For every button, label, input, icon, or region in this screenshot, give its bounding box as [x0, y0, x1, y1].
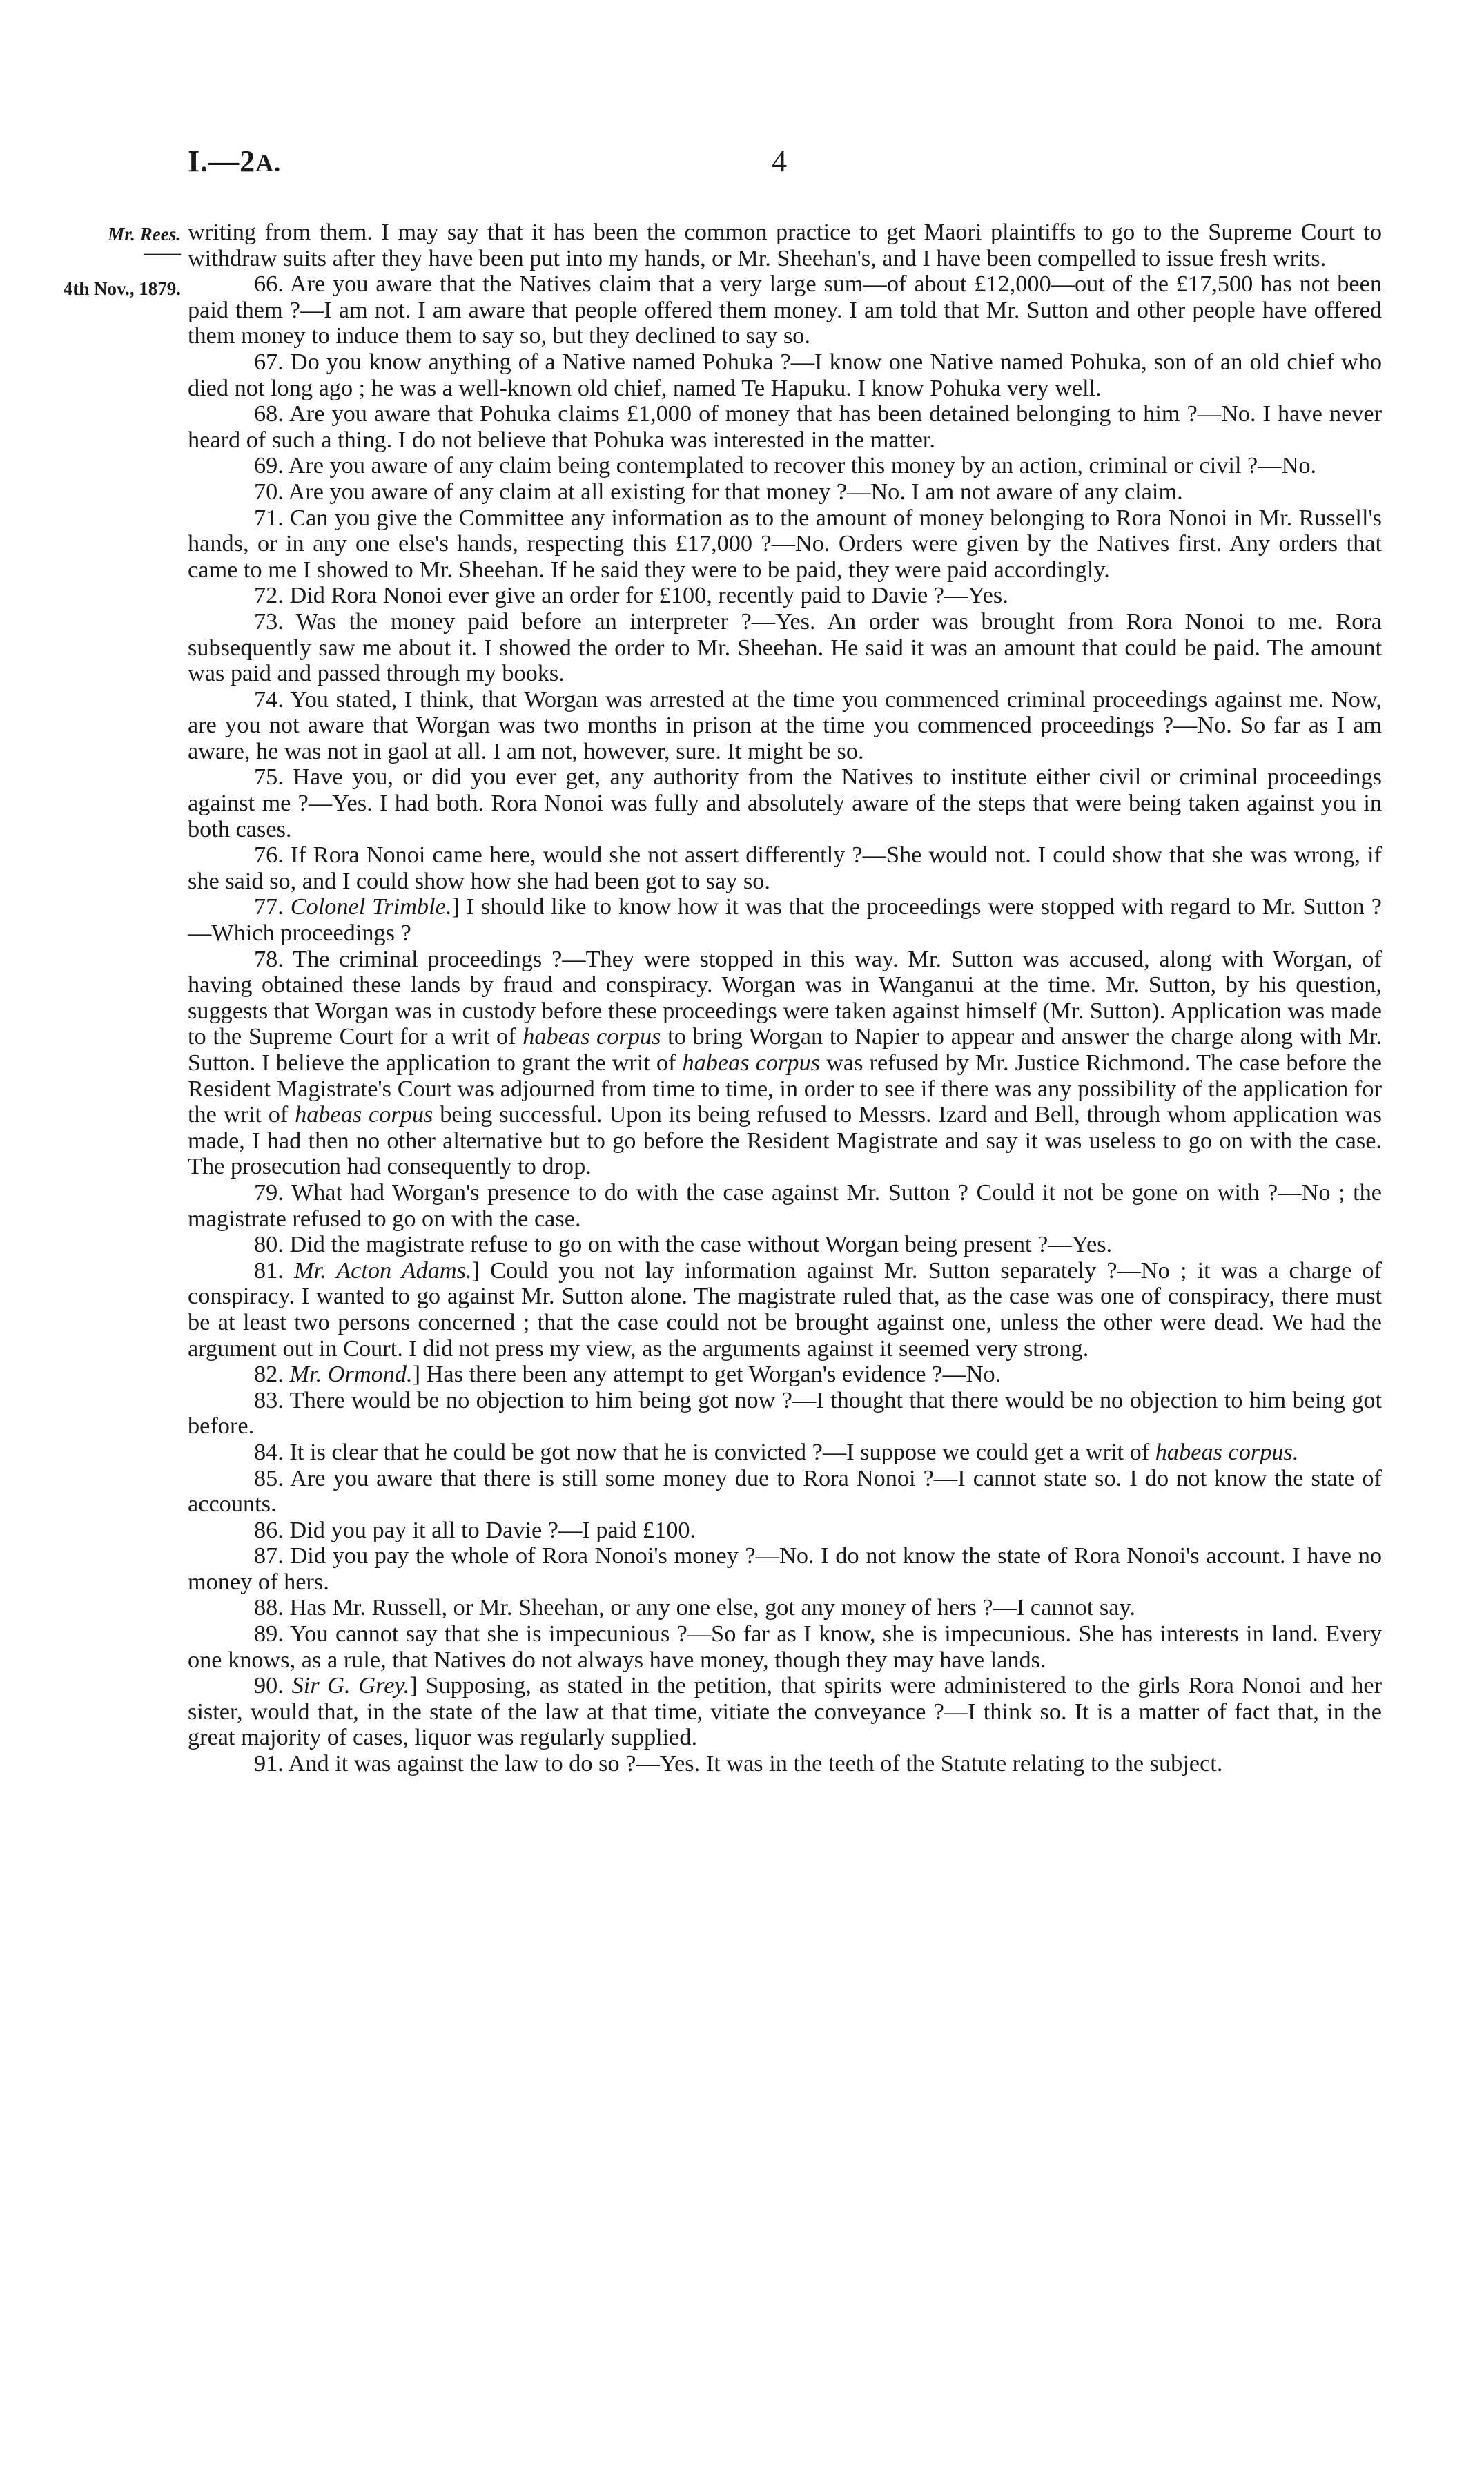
testimony-paragraph-77 [188, 894, 1382, 946]
italic-text: habeas corpus [295, 1101, 433, 1128]
testimony-paragraph-76 [188, 842, 1382, 894]
paragraph-text: 67. Do you know anything of a Native named Pohuka ?—I know one Native named Pohuka, son of an old chief who died not long ago ; he was a well-known old chief, named Te Hapuku. I know Pohuka very well. [188, 348, 1382, 401]
testimony-paragraph-69 [188, 453, 1382, 479]
testimony-paragraph-91 [188, 1751, 1382, 1777]
document-reference [188, 144, 281, 179]
paragraph-text: 88. Has Mr. Russell, or Mr. Sheehan, or any one else, got any money of hers ?—I cannot say. [254, 1594, 1135, 1621]
testimony-paragraph-78 [188, 947, 1382, 1180]
italic-text: Colonel Trimble. [290, 893, 452, 920]
testimony-paragraph-71 [188, 505, 1382, 583]
testimony-paragraph-82 [188, 1362, 1382, 1388]
paragraph-text: 72. Did Rora Nonoi ever give an order for £100, recently paid to Davie ?—Yes. [254, 582, 1008, 609]
paragraph-text: 73. Was the money paid before an interpreter ?—Yes. An order was brought from Rora Nonoi to me. Rora subsequently saw me about it. I showed the order to Mr. Sheehan. He said it was an amount that could be paid. The amount was paid and passed through my books. [188, 608, 1382, 687]
testimony-paragraph-86 [188, 1518, 1382, 1544]
testimony-paragraph-70 [188, 479, 1382, 505]
paragraph-text: 79. What had Worgan's presence to do with the case against Mr. Sutton ? Could it not be gone on with ?—No ; the magistrate refused to go on with the case. [188, 1179, 1382, 1232]
continued-paragraph [188, 220, 1382, 271]
paragraph-text: 69. Are you aware of any claim being contemplated to recover this money by an action, criminal or civil ?—No. [254, 452, 1317, 479]
paragraph-text: ] Has there been any attempt to get Worgan's evidence ?—No. [412, 1361, 1002, 1388]
testimony-paragraph-89 [188, 1621, 1382, 1673]
paragraph-text: ] Could you not lay information against Mr. Sutton separately ?—No ; it was a charge of conspiracy. I wanted to go against Mr. Sutton alone. The magistrate ruled that, as the case was one of conspiracy, there must be at least two persons concerned ; that the case could not be brought against one, unless the other were dead. We had the argument out in Court. I did not press my view, as the arguments against it seemed very strong. [188, 1257, 1382, 1362]
paragraph-text: 77. [254, 893, 291, 920]
testimony-paragraph-67 [188, 349, 1382, 401]
paragraph-text: 74. You stated, I think, that Worgan was arrested at the time you commenced criminal proceedings against me. Now, are you not aware that Worgan was two months in prison at the time you commenced proceedings ?—No. So far as I am aware, he was not in gaol at all. I am not, however, sure. It might be so. [188, 686, 1382, 764]
testimony-paragraph-87 [188, 1543, 1382, 1595]
testimony-paragraph-83 [188, 1388, 1382, 1440]
testimony-paragraph-74 [188, 687, 1382, 765]
paragraph-text: 82. [254, 1361, 290, 1388]
testimony-paragraph-80 [188, 1232, 1382, 1258]
paragraph-text: 80. Did the magistrate refuse to go on with the case without Worgan being present ?—Yes. [254, 1231, 1113, 1258]
testimony-paragraph-72 [188, 583, 1382, 609]
paragraph-text: 90. [254, 1672, 292, 1699]
italic-text: habeas corpus [523, 1023, 661, 1050]
testimony-paragraph-88 [188, 1595, 1382, 1621]
paragraph-text: 75. Have you, or did you ever get, any authority from the Natives to institute either civil or criminal proceedings against me ?—Yes. I had both. Rora Nonoi was fully and absolutely aware of the steps that were being taken against you in both cases. [188, 764, 1382, 842]
paragraph-text: was refused by Mr. Justice Richmond. The case before the Resident Magistrate's Court was adjourned from time to time, in order to see if there was any possibility of the application for the writ of [188, 1049, 1382, 1128]
testimony-paragraph-84 [188, 1440, 1382, 1466]
testimony-paragraph-79 [188, 1180, 1382, 1232]
paragraph-text: 86. Did you pay it all to Davie ?—I paid £100. [254, 1516, 696, 1543]
italic-text: Mr. Ormond. [289, 1361, 413, 1388]
paragraph-text: ] I should like to know how it was that the proceedings were stopped with regard to Mr. Sutton ?—Which proceedings ? [188, 893, 1382, 947]
testimony-paragraph-75 [188, 764, 1382, 842]
italic-text: habeas corpus. [1155, 1438, 1299, 1465]
paragraph-text: to bring Worgan to Napier to appear and answer the charge along with Mr. Sutton. I believe the application to grant the writ of [188, 1023, 1382, 1076]
margin-date: 4th Nov., 1879. [63, 278, 181, 299]
paragraph-text: 70. Are you aware of any claim at all existing for that money ?—No. I am not aware of any claim. [254, 478, 1183, 505]
reference-suffix: A. [255, 149, 282, 177]
paragraph-text: 87. Did you pay the whole of Rora Nonoi's money ?—No. I do not know the state of Rora Nonoi's account. I have no money of hers. [188, 1542, 1382, 1595]
page-number: 4 [772, 144, 787, 178]
margin-witness-name: Mr. Rees. [108, 224, 181, 244]
testimony-paragraph-85 [188, 1466, 1382, 1518]
paragraph-text: 66. Are you aware that the Natives claim that a very large sum—of about £12,000—out of the £17,500 has not been paid them ?—I am not. I am aware that people offered them money. I am told that Mr. Sutton and other people have offered them money to induce them to say so, but they declined to say so. [188, 271, 1382, 349]
paragraph-text: 84. It is clear that he could be got now that he is convicted ?—I suppose we could get a writ of [254, 1438, 1155, 1465]
paragraph-text: being successful. Upon its being refused to Messrs. Izard and Bell, through whom application was made, I had then no other alternative but to go before the Resident Magistrate and say it was useless to go on with the case. The prosecution had consequently to drop. [188, 1101, 1382, 1180]
paragraph-text: 83. There would be no objection to him being got now ?—I thought that there would be no objection to him being got before. [188, 1386, 1382, 1440]
paragraph-text: 78. The criminal proceedings ?—They were stopped in this way. Mr. Sutton was accused, along with Worgan, of having obtained these lands by fraud and conspiracy. Worgan was in Wanganui at the time. Mr. Sutton, by his question, suggests that Worgan was in custody before these proceedings were taken against himself (Mr. Sutton). Application was made to the Supreme Court for a writ of [188, 945, 1382, 1050]
paragraph-text: 76. If Rora Nonoi came here, would she not assert differently ?—She would not. I could show that she was wrong, if she said so, and I could show how she had been got to say so. [188, 842, 1382, 894]
testimony-paragraph-81 [188, 1258, 1382, 1362]
paragraph-text: 89. You cannot say that she is impecunious ?—So far as I know, she is impecunious. She has interests in land. Every one knows, as a rule, that Natives do not always have money, though they may have lands. [188, 1620, 1382, 1673]
testimony-paragraph-68 [188, 401, 1382, 453]
testimony-body [188, 220, 1382, 1777]
testimony-paragraph-73 [188, 609, 1382, 687]
paragraph-text: writing from them. I may say that it has been the common practice to get Maori plaintiffs to go to the Supreme Court to withdraw suits after they have been put into my hands, or Mr. Sheehan's, and I have been compelled to issue fresh writs. [188, 219, 1382, 271]
testimony-paragraph-66 [188, 271, 1382, 349]
margin-divider: —— [144, 242, 181, 263]
italic-text: Mr. Acton Adams. [293, 1257, 472, 1284]
italic-text: habeas corpus [682, 1049, 821, 1076]
paragraph-text: 81. [254, 1257, 294, 1284]
paragraph-text: 68. Are you aware that Pohuka claims £1,000 of money that has been detained belonging to him ?—No. I have never heard of such a thing. I do not believe that Pohuka was interested in the matter. [188, 400, 1382, 453]
reference-main: I.—2 [188, 144, 256, 178]
paragraph-text: 71. Can you give the Committee any information as to the amount of money belonging to Rora Nonoi in Mr. Russell's hands, or in any one else's hands, respecting this £17,000 ?—No. Orders were given by the Natives first. Any orders that came to me I showed to Mr. Sheehan. If he said they were to be paid, they were paid accordingly. [188, 504, 1382, 583]
paragraph-text: ] Supposing, as stated in the petition, that spirits were administered to the girls Rora Nonoi and her sister, would that, in the state of the law at that time, vitiate the conveyance ?—I think so. It is a matter of fact that, in the great majority of cases, liquor was regularly supplied. [188, 1672, 1382, 1751]
paragraph-text: 91. And it was against the law to do so ?—Yes. It was in the teeth of the Statute relating to the subject. [254, 1750, 1223, 1777]
italic-text: Sir G. Grey. [291, 1672, 410, 1699]
testimony-paragraph-90 [188, 1673, 1382, 1751]
paragraph-text: 85. Are you aware that there is still some money due to Rora Nonoi ?—I cannot state so. I do not know the state of accounts. [188, 1464, 1382, 1518]
